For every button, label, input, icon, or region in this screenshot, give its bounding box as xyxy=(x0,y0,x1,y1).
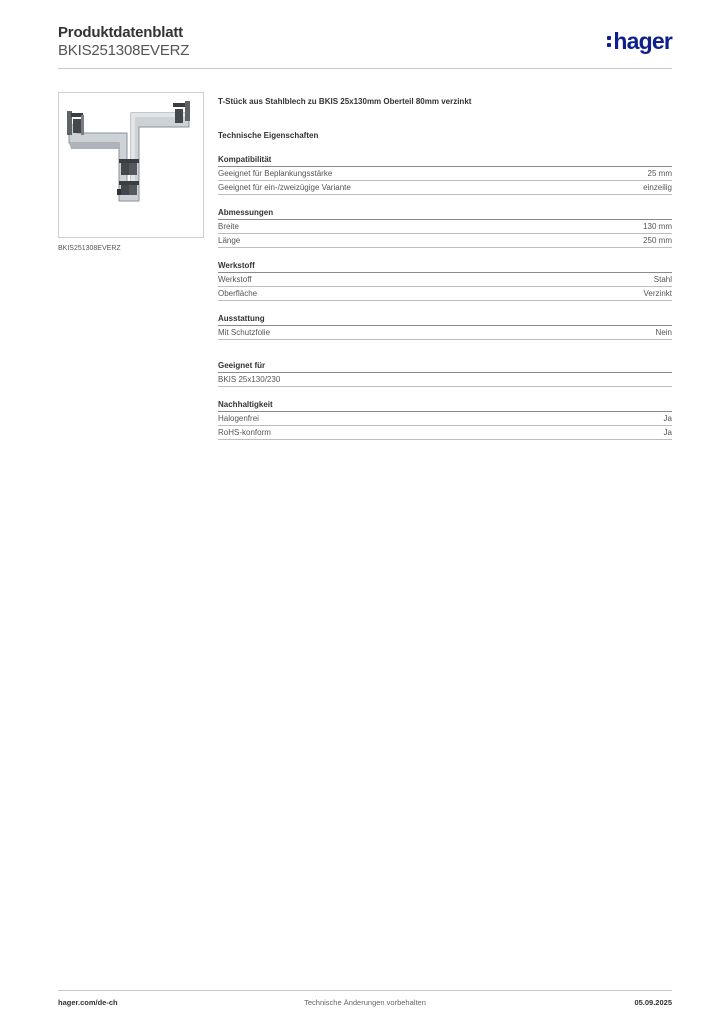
footer-notice: Technische Änderungen vorbehalten xyxy=(304,998,426,1007)
table-row xyxy=(218,220,672,234)
section-title: Nachhaltigkeit xyxy=(218,399,672,412)
row-value: Ja xyxy=(663,414,672,423)
product-details xyxy=(218,96,672,440)
product-code: BKIS251308EVERZ xyxy=(58,42,190,59)
row-value: 25 mm xyxy=(647,169,672,178)
section-dimensions xyxy=(218,207,672,248)
table-row xyxy=(218,234,672,248)
row-value: 250 mm xyxy=(643,236,672,245)
section-suitable-for xyxy=(218,360,672,387)
section-title: Ausstattung xyxy=(218,313,672,326)
row-value: Nein xyxy=(655,328,672,337)
t-piece-product-icon xyxy=(59,93,203,237)
row-label: Oberfläche xyxy=(218,289,258,298)
section-sustainability xyxy=(218,399,672,440)
section-material xyxy=(218,260,672,301)
row-value: Stahl xyxy=(653,275,672,284)
table-row xyxy=(218,273,672,287)
row-label: Werkstoff xyxy=(218,275,252,284)
row-label: BKIS 25x130/230 xyxy=(218,375,281,384)
hager-logo xyxy=(607,28,672,55)
logo-text: hager xyxy=(613,28,672,54)
table-row xyxy=(218,412,672,426)
table-row xyxy=(218,287,672,301)
row-label: Halogenfrei xyxy=(218,414,259,423)
row-label: RoHS-konform xyxy=(218,428,271,437)
row-value: 130 mm xyxy=(643,222,672,231)
row-label: Mit Schutzfolie xyxy=(218,328,271,337)
footer-date: 05.09.2025 xyxy=(634,998,672,1007)
row-value: Verzinkt xyxy=(643,289,672,298)
row-label: Geeignet für ein-/zweizügige Variante xyxy=(218,183,351,192)
technical-properties-heading: Technische Eigenschaften xyxy=(218,131,319,140)
header-divider xyxy=(58,68,672,69)
table-row xyxy=(218,326,672,340)
image-caption: BKIS251308EVERZ xyxy=(58,245,121,252)
document-title: Produktdatenblatt xyxy=(58,24,183,41)
footer-website-link[interactable]: hager.com/de-ch xyxy=(58,998,118,1007)
logo-dots-icon xyxy=(607,36,611,47)
row-label: Geeignet für Beplankungsstärke xyxy=(218,169,333,178)
section-equipment xyxy=(218,313,672,340)
row-label: Breite xyxy=(218,222,239,231)
table-row xyxy=(218,426,672,440)
table-row xyxy=(218,373,672,387)
row-value: Ja xyxy=(663,428,672,437)
section-compatibility xyxy=(218,154,672,195)
footer-divider xyxy=(58,990,672,991)
page-header xyxy=(58,24,672,70)
product-description: T-Stück aus Stahlblech zu BKIS 25x130mm Oberteil 80mm verzinkt xyxy=(218,97,472,106)
table-row xyxy=(218,181,672,195)
section-title: Kompatibilität xyxy=(218,154,672,167)
row-label: Länge xyxy=(218,236,241,245)
section-title: Abmessungen xyxy=(218,207,672,220)
table-row xyxy=(218,167,672,181)
row-value: einzeilig xyxy=(643,183,672,192)
product-image xyxy=(58,92,204,238)
page-footer xyxy=(58,998,672,1010)
section-title: Werkstoff xyxy=(218,260,672,273)
section-title: Geeignet für xyxy=(218,360,672,373)
